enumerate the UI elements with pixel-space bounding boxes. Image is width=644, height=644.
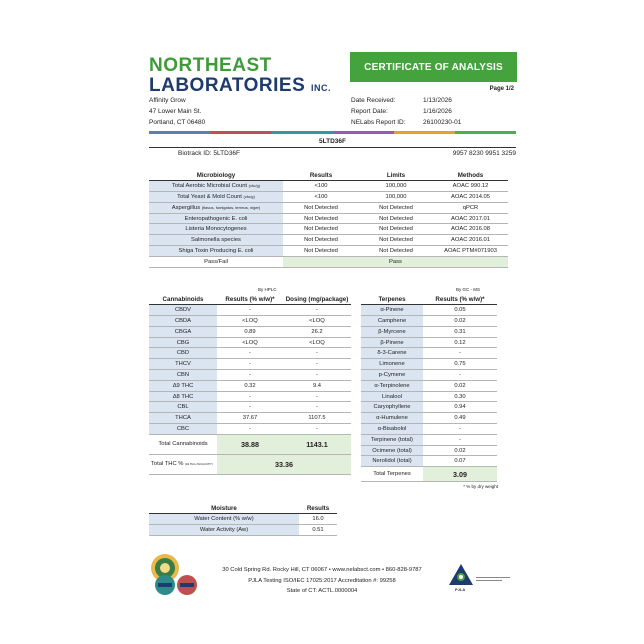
result-cell: 0.02 bbox=[423, 316, 497, 327]
test-name: Total Yeast & Mold Count bbox=[177, 193, 242, 200]
table-row bbox=[149, 413, 351, 424]
limit-cell: Not Detected bbox=[359, 246, 433, 257]
dosing-cell: - bbox=[283, 391, 351, 402]
method-cell: AOAC 2016.01 bbox=[433, 235, 508, 246]
gcms-note: By GC - MS bbox=[456, 287, 481, 292]
dosing-cell: <LOQ bbox=[283, 337, 351, 348]
result-cell: Not Detected bbox=[283, 202, 359, 213]
total-terpenes-row bbox=[361, 467, 497, 482]
color-stripe bbox=[149, 131, 516, 134]
method-cell: AOAC PTM#071903 bbox=[433, 246, 508, 257]
table-row bbox=[361, 424, 497, 435]
passfail-value: Pass bbox=[283, 256, 508, 267]
header-methods: Methods bbox=[433, 170, 508, 181]
limit-cell: Not Detected bbox=[359, 213, 433, 224]
table-row bbox=[361, 305, 497, 316]
certificate-title: CERTIFICATE OF ANALYSIS bbox=[350, 52, 517, 82]
microbiology-test-name bbox=[149, 192, 283, 203]
dry-weight-note: * % by dry weight bbox=[463, 484, 498, 489]
table-header-row bbox=[149, 170, 508, 181]
header-microbiology: Microbiology bbox=[149, 170, 283, 181]
table-row bbox=[361, 316, 497, 327]
table-header-row bbox=[361, 294, 497, 305]
header-moisture: Moisture bbox=[149, 503, 299, 514]
microbiology-test-name bbox=[149, 246, 283, 257]
logo-line-2-text: LABORATORIES bbox=[149, 75, 306, 96]
dosing-cell: - bbox=[283, 424, 351, 435]
terpene-name: Nerolidol (total) bbox=[361, 456, 423, 467]
total-thc-label bbox=[149, 454, 217, 474]
table-row bbox=[149, 246, 508, 257]
result-cell: 0.02 bbox=[423, 445, 497, 456]
table-row bbox=[361, 337, 497, 348]
total-thc-row bbox=[149, 454, 351, 474]
cannabinoid-name: THCV bbox=[149, 359, 217, 370]
header-cannabinoids: Cannabinoids bbox=[149, 294, 217, 305]
microbiology-test-name bbox=[149, 224, 283, 235]
table-row bbox=[149, 391, 351, 402]
limit-cell: 100,000 bbox=[359, 192, 433, 203]
terpene-name: α-Pinene bbox=[361, 305, 423, 316]
result-cell: 0.12 bbox=[423, 337, 497, 348]
cannabinoid-name: THCA bbox=[149, 413, 217, 424]
result-cell: 0.49 bbox=[423, 413, 497, 424]
method-cell: AOAC 2017.01 bbox=[433, 213, 508, 224]
header-terpenes: Terpenes bbox=[361, 294, 423, 305]
total-thc-label-text: Total THC % bbox=[151, 461, 184, 468]
dosing-cell: <LOQ bbox=[283, 316, 351, 327]
table-row bbox=[149, 224, 508, 235]
footer-address: 30 Cold Spring Rd. Rocky Hill, CT 06067 • www.nelabsct.com • 860-828-9787 bbox=[222, 567, 422, 573]
stripe-segment bbox=[149, 131, 210, 134]
test-name: Enteropathogenic E. coli bbox=[184, 215, 248, 222]
terpene-name: β-Myrcene bbox=[361, 326, 423, 337]
passfail-row bbox=[149, 256, 508, 267]
method-cell: AOAC 990.12 bbox=[433, 181, 508, 192]
pjla-label: PJLA bbox=[455, 587, 466, 592]
terpene-name: α-Terpinolene bbox=[361, 380, 423, 391]
dosing-cell: - bbox=[283, 359, 351, 370]
terpene-name: Caryophyllene bbox=[361, 402, 423, 413]
table-row bbox=[149, 305, 351, 316]
table-row bbox=[149, 380, 351, 391]
result-cell: - bbox=[423, 424, 497, 435]
sample-id: 5LTD36F bbox=[319, 138, 346, 145]
moisture-test-name: Water Content (% w/w) bbox=[149, 514, 299, 525]
result-cell: - bbox=[217, 305, 283, 316]
header-results: Results bbox=[283, 170, 359, 181]
result-cell: 0.02 bbox=[423, 380, 497, 391]
cannabinoid-name: CBD bbox=[149, 348, 217, 359]
dosing-cell: 26.2 bbox=[283, 326, 351, 337]
report-date-label: Report Date: bbox=[351, 108, 388, 115]
table-row bbox=[361, 391, 497, 402]
logo-line-2 bbox=[149, 76, 331, 95]
test-name: Shiga Toxin Producing E. coli bbox=[178, 247, 254, 254]
terpene-name: β-Pinene bbox=[361, 337, 423, 348]
header-results: Results (% w/w)* bbox=[423, 294, 497, 305]
stripe-segment bbox=[271, 131, 332, 134]
result-cell: - bbox=[423, 434, 497, 445]
header-dosing: Dosing (mg/package) bbox=[283, 294, 351, 305]
total-thc-value: 33.36 bbox=[217, 454, 351, 474]
result-cell: - bbox=[217, 348, 283, 359]
table-row bbox=[361, 359, 497, 370]
dosing-cell: - bbox=[283, 402, 351, 413]
microbiology-test-name bbox=[149, 202, 283, 213]
table-header-row bbox=[149, 294, 351, 305]
cannabinoid-name: Δ8 THC bbox=[149, 391, 217, 402]
total-terpenes-value: 3.09 bbox=[423, 467, 497, 482]
table-row bbox=[149, 525, 337, 536]
sample-divider bbox=[149, 147, 516, 148]
table-header-row bbox=[149, 503, 337, 514]
dosing-cell: 9.4 bbox=[283, 380, 351, 391]
cannabinoid-name: CBL bbox=[149, 402, 217, 413]
pjla-accreditation-text-icon bbox=[476, 576, 510, 582]
result-cell: 0.07 bbox=[423, 456, 497, 467]
table-row bbox=[149, 514, 337, 525]
table-row bbox=[149, 359, 351, 370]
report-date-value: 1/16/2026 bbox=[423, 108, 452, 115]
cannabinoid-name: CBGA bbox=[149, 326, 217, 337]
result-cell: <LOQ bbox=[217, 337, 283, 348]
result-cell: 0.30 bbox=[423, 391, 497, 402]
logo-line-1: NORTHEAST bbox=[149, 55, 272, 76]
result-cell: 0.32 bbox=[217, 380, 283, 391]
result-cell: - bbox=[217, 391, 283, 402]
result-cell: Not Detected bbox=[283, 224, 359, 235]
client-street: 47 Lower Main St. bbox=[149, 108, 202, 115]
dosing-cell: 1107.5 bbox=[283, 413, 351, 424]
cannabinoid-name: Δ9 THC bbox=[149, 380, 217, 391]
result-cell: Not Detected bbox=[283, 246, 359, 257]
table-row bbox=[149, 424, 351, 435]
footer-accreditation: PJLA Testing ISO/IEC 17025:2017 Accreditation #: 99258 bbox=[248, 577, 396, 584]
hplc-note: By HPLC bbox=[258, 287, 277, 292]
result-cell: 37.67 bbox=[217, 413, 283, 424]
result-cell: Not Detected bbox=[283, 213, 359, 224]
result-cell: Not Detected bbox=[283, 235, 359, 246]
footer-state-license: State of CT: ACTL.0000004 bbox=[286, 588, 358, 594]
test-name: Salmonella species bbox=[191, 237, 241, 244]
table-row bbox=[149, 402, 351, 413]
date-received-label: Date Received: bbox=[351, 97, 396, 104]
total-terpenes-label: Total Terpenes bbox=[361, 467, 423, 482]
biotrack-value: 5LTD36F bbox=[213, 150, 241, 157]
terpene-name: p-Cymene bbox=[361, 370, 423, 381]
terpenes-table bbox=[361, 294, 497, 482]
terpene-name: Camphene bbox=[361, 316, 423, 327]
cannabinoid-name: CBDV bbox=[149, 305, 217, 316]
biotrack-label: Biotrack ID: bbox=[178, 150, 212, 157]
result-cell: <LOQ bbox=[217, 316, 283, 327]
report-id-value: 26100230-01 bbox=[423, 119, 462, 126]
total-cannabinoids-result: 38.88 bbox=[217, 434, 283, 454]
total-cannabinoids-label: Total Cannabinoids bbox=[149, 434, 217, 454]
table-row bbox=[361, 413, 497, 424]
header-limits: Limits bbox=[359, 170, 433, 181]
table-row bbox=[361, 434, 497, 445]
result-cell: 16.0 bbox=[299, 514, 337, 525]
table-row bbox=[361, 456, 497, 467]
footer-text bbox=[190, 565, 454, 597]
terpene-name: α-Bisabolol bbox=[361, 424, 423, 435]
page-number: Page 1/2 bbox=[489, 86, 514, 92]
cannabinoid-name: CBDA bbox=[149, 316, 217, 327]
result-cell: 0.05 bbox=[423, 305, 497, 316]
terpene-name: Terpinene (total) bbox=[361, 434, 423, 445]
result-cell: - bbox=[423, 348, 497, 359]
method-cell: AOAC 2016.08 bbox=[433, 224, 508, 235]
test-name: Aspergillus bbox=[171, 204, 201, 211]
limit-cell: Not Detected bbox=[359, 202, 433, 213]
terpene-name: Ocimene (total) bbox=[361, 445, 423, 456]
pjla-logo-icon bbox=[448, 563, 474, 587]
table-row bbox=[149, 348, 351, 359]
total-cannabinoids-row bbox=[149, 434, 351, 454]
table-row bbox=[149, 213, 508, 224]
result-cell: <100 bbox=[283, 181, 359, 192]
passfail-label: Pass/Fail bbox=[149, 256, 283, 267]
result-cell: - bbox=[217, 424, 283, 435]
microbiology-table bbox=[149, 170, 508, 268]
result-cell: 0.75 bbox=[423, 359, 497, 370]
terpene-name: Limonene bbox=[361, 359, 423, 370]
test-name: Total Aerobic Microbial Count bbox=[171, 183, 248, 190]
biotrack-number: 9957 8230 9951 3259 bbox=[452, 150, 516, 157]
table-row bbox=[149, 316, 351, 327]
method-cell: AOAC 2014.05 bbox=[433, 192, 508, 203]
cannabinoid-name: CBC bbox=[149, 424, 217, 435]
limit-cell: Not Detected bbox=[359, 235, 433, 246]
test-name: Listeria Monocytogenes bbox=[185, 226, 247, 233]
result-cell: - bbox=[423, 370, 497, 381]
table-row bbox=[149, 235, 508, 246]
table-row bbox=[149, 326, 351, 337]
table-row bbox=[149, 192, 508, 203]
test-unit: (cfu/g) bbox=[248, 183, 261, 189]
limit-cell: 100,000 bbox=[359, 181, 433, 192]
result-cell: - bbox=[217, 359, 283, 370]
report-id-label: NELabs Report ID: bbox=[351, 119, 406, 126]
result-cell: 0.31 bbox=[423, 326, 497, 337]
microbiology-test-name bbox=[149, 235, 283, 246]
table-row bbox=[149, 202, 508, 213]
table-row bbox=[361, 445, 497, 456]
limit-cell: Not Detected bbox=[359, 224, 433, 235]
terpene-name: Linalool bbox=[361, 391, 423, 402]
terpene-name: δ-3-Carene bbox=[361, 348, 423, 359]
test-unit: (flavus, fumigatus, terreus, niger) bbox=[201, 204, 261, 210]
test-unit: (cfu/g) bbox=[243, 193, 255, 199]
result-cell: <100 bbox=[283, 192, 359, 203]
method-cell: qPCR bbox=[433, 202, 508, 213]
table-row bbox=[149, 181, 508, 192]
biotrack-id bbox=[178, 150, 240, 157]
date-received-value: 1/13/2026 bbox=[423, 97, 452, 104]
microbiology-test-name bbox=[149, 181, 283, 192]
client-city: Portland, CT 06480 bbox=[149, 119, 206, 126]
company-logo bbox=[149, 56, 331, 95]
client-name: Affinity Grow bbox=[149, 97, 186, 104]
result-cell: 0.51 bbox=[299, 525, 337, 536]
table-row bbox=[361, 370, 497, 381]
table-row bbox=[361, 348, 497, 359]
stripe-segment bbox=[394, 131, 455, 134]
total-cannabinoids-dosing: 1143.1 bbox=[283, 434, 351, 454]
microbiology-test-name bbox=[149, 213, 283, 224]
table-row bbox=[149, 337, 351, 348]
terpene-name: α-Humulene bbox=[361, 413, 423, 424]
table-row bbox=[361, 380, 497, 391]
result-cell: - bbox=[217, 402, 283, 413]
total-thc-formula: (Δ9 THC+THCA×0.877) bbox=[185, 463, 213, 467]
table-row bbox=[149, 370, 351, 381]
stripe-segment bbox=[333, 131, 394, 134]
report-meta bbox=[351, 95, 461, 128]
header-results: Results (% w/w)* bbox=[217, 294, 283, 305]
logo-inc: INC. bbox=[311, 83, 332, 93]
moisture-table bbox=[149, 503, 337, 536]
cannabinoid-name: CBN bbox=[149, 370, 217, 381]
result-cell: - bbox=[217, 370, 283, 381]
result-cell: 0.94 bbox=[423, 402, 497, 413]
moisture-test-name: Water Activity (Aw) bbox=[149, 525, 299, 536]
stripe-segment bbox=[455, 131, 516, 134]
result-cell: 0.89 bbox=[217, 326, 283, 337]
dosing-cell: - bbox=[283, 305, 351, 316]
table-row bbox=[361, 326, 497, 337]
client-address bbox=[149, 95, 205, 128]
dosing-cell: - bbox=[283, 370, 351, 381]
cannabinoids-table bbox=[149, 294, 351, 475]
table-row bbox=[361, 402, 497, 413]
header-results: Results bbox=[299, 503, 337, 514]
cannabinoid-name: CBG bbox=[149, 337, 217, 348]
award-badge-icon bbox=[154, 574, 176, 596]
stripe-segment bbox=[210, 131, 271, 134]
dosing-cell: - bbox=[283, 348, 351, 359]
